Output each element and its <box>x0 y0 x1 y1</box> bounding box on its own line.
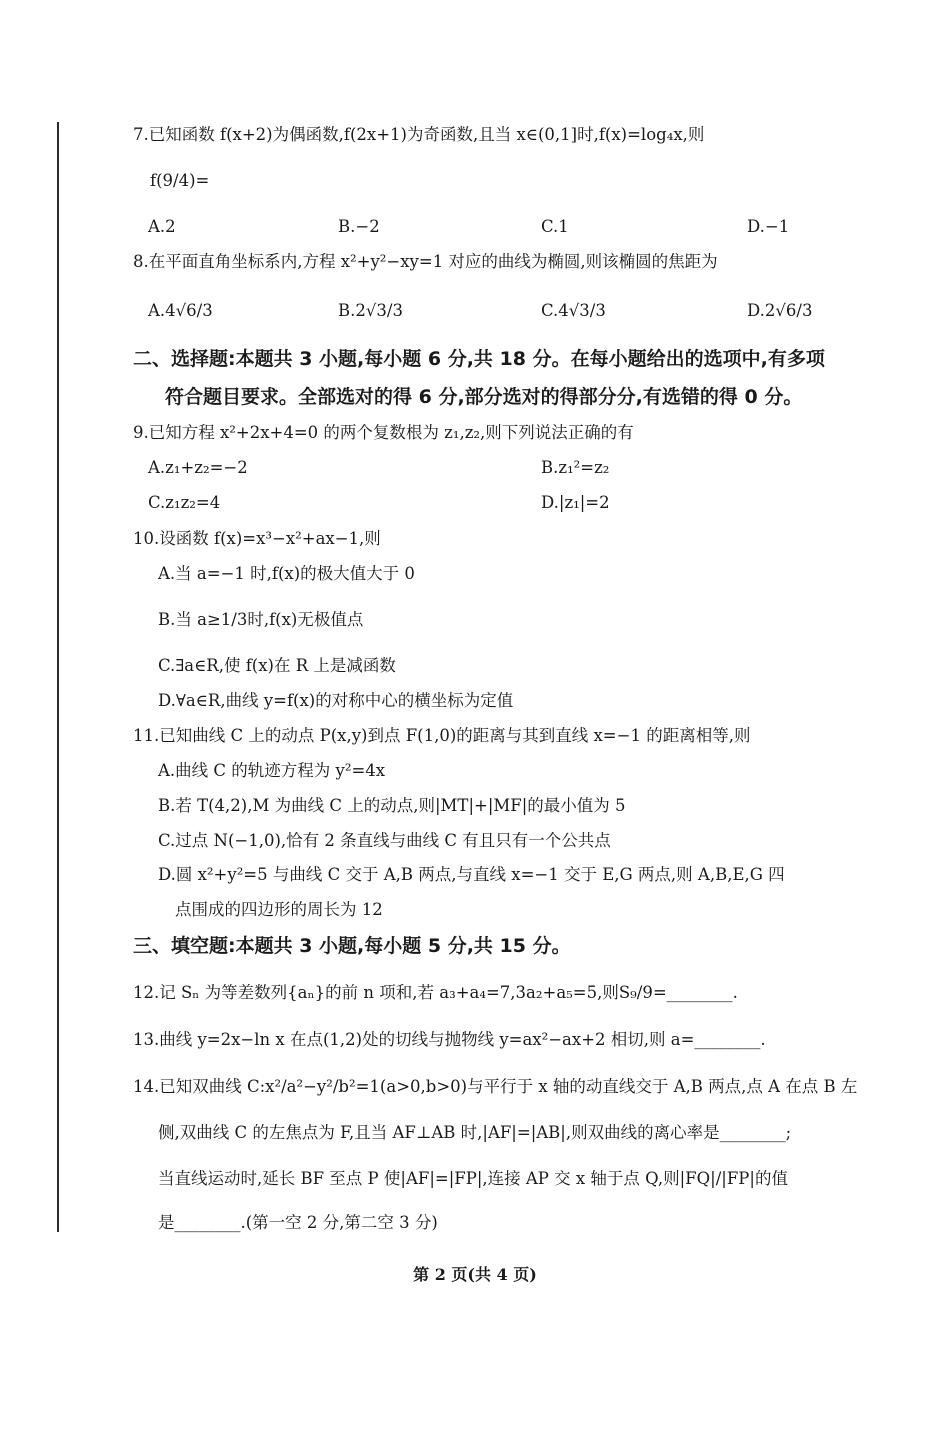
q9-stem: 9.已知方程 x²+2x+4=0 的两个复数根为 z₁,z₂,则下列说法正确的有 <box>133 423 634 442</box>
q11-option-d-cont: 点围成的四边形的周长为 12 <box>175 900 383 919</box>
page-footer: 第 2 页(共 4 页) <box>413 1265 537 1284</box>
section-three-heading: 三、填空题:本题共 3 小题,每小题 5 分,共 15 分。 <box>133 935 571 957</box>
q13-stem: 13.曲线 y=2x−ln x 在点(1,2)处的切线与抛物线 y=ax²−ax+2 相切,则 a=________. <box>133 1030 766 1049</box>
q7-option-c: C.1 <box>541 217 569 236</box>
q7-stem: 7.已知函数 f(x+2)为偶函数,f(2x+1)为奇函数,且当 x∈(0,1]时,f(x)=log₄x,则 <box>133 125 705 144</box>
q11-stem: 11.已知曲线 C 上的动点 P(x,y)到点 F(1,0)的距离与其到直线 x=−1 的距离相等,则 <box>133 726 751 745</box>
q10-option-a: A.当 a=−1 时,f(x)的极大值大于 0 <box>158 564 415 583</box>
q9-option-a: A.z₁+z₂=−2 <box>148 458 248 477</box>
q10-option-c: C.∃a∈R,使 f(x)在 R 上是减函数 <box>158 656 396 675</box>
q12-stem: 12.记 Sₙ 为等差数列{aₙ}的前 n 项和,若 a₃+a₄=7,3a₂+a₅=5,则S₉/9=________. <box>133 983 738 1002</box>
q8-option-a: A.4√6/3 <box>148 301 213 320</box>
q8-option-b: B.2√3/3 <box>338 301 403 320</box>
q10-option-b: B.当 a≥1/3时,f(x)无极值点 <box>158 610 364 629</box>
q7-option-d: D.−1 <box>747 217 790 236</box>
q9-option-b: B.z₁²=z₂ <box>541 458 610 477</box>
q11-option-a: A.曲线 C 的轨迹方程为 y²=4x <box>158 761 386 780</box>
q11-option-c: C.过点 N(−1,0),恰有 2 条直线与曲线 C 有且只有一个公共点 <box>158 831 611 850</box>
margin-line <box>57 122 59 1232</box>
q10-option-d: D.∀a∈R,曲线 y=f(x)的对称中心的横坐标为定值 <box>158 691 514 710</box>
q8-stem: 8.在平面直角坐标系内,方程 x²+y²−xy=1 对应的曲线为椭圆,则该椭圆的焦距为 <box>133 252 718 271</box>
q7-option-b: B.−2 <box>338 217 380 236</box>
q10-stem: 10.设函数 f(x)=x³−x²+ax−1,则 <box>133 529 381 548</box>
q14-stem-line4: 是________.(第一空 2 分,第二空 3 分) <box>158 1213 438 1232</box>
q8-option-d: D.2√6/3 <box>747 301 813 320</box>
q14-stem-line3: 当直线运动时,延长 BF 至点 P 使|AF|=|FP|,连接 AP 交 x 轴于点 Q,则|FQ|/|FP|的值 <box>158 1169 788 1188</box>
q7-stem-cont: f(9/4)= <box>150 171 210 190</box>
section-two-heading-cont: 符合题目要求。全部选对的得 6 分,部分选对的得部分分,有选错的得 0 分。 <box>165 386 803 408</box>
q11-option-d: D.圆 x²+y²=5 与曲线 C 交于 A,B 两点,与直线 x=−1 交于 E,G 两点,则 A,B,E,G 四 <box>158 865 785 884</box>
q14-stem: 14.已知双曲线 C:x²/a²−y²/b²=1(a>0,b>0)与平行于 x 轴的动直线交于 A,B 两点,点 A 在点 B 左 <box>133 1077 858 1096</box>
q7-option-a: A.2 <box>148 217 176 236</box>
q11-option-b: B.若 T(4,2),M 为曲线 C 上的动点,则|MT|+|MF|的最小值为 5 <box>158 796 626 815</box>
q14-stem-line2: 侧,双曲线 C 的左焦点为 F,且当 AF⊥AB 时,|AF|=|AB|,则双曲线的离心率是________; <box>158 1123 792 1142</box>
q9-option-d: D.|z₁|=2 <box>541 493 610 512</box>
q9-option-c: C.z₁z₂=4 <box>148 493 221 512</box>
q8-option-c: C.4√3/3 <box>541 301 606 320</box>
section-two-heading: 二、选择题:本题共 3 小题,每小题 6 分,共 18 分。在每小题给出的选项中,有多项 <box>133 348 825 370</box>
